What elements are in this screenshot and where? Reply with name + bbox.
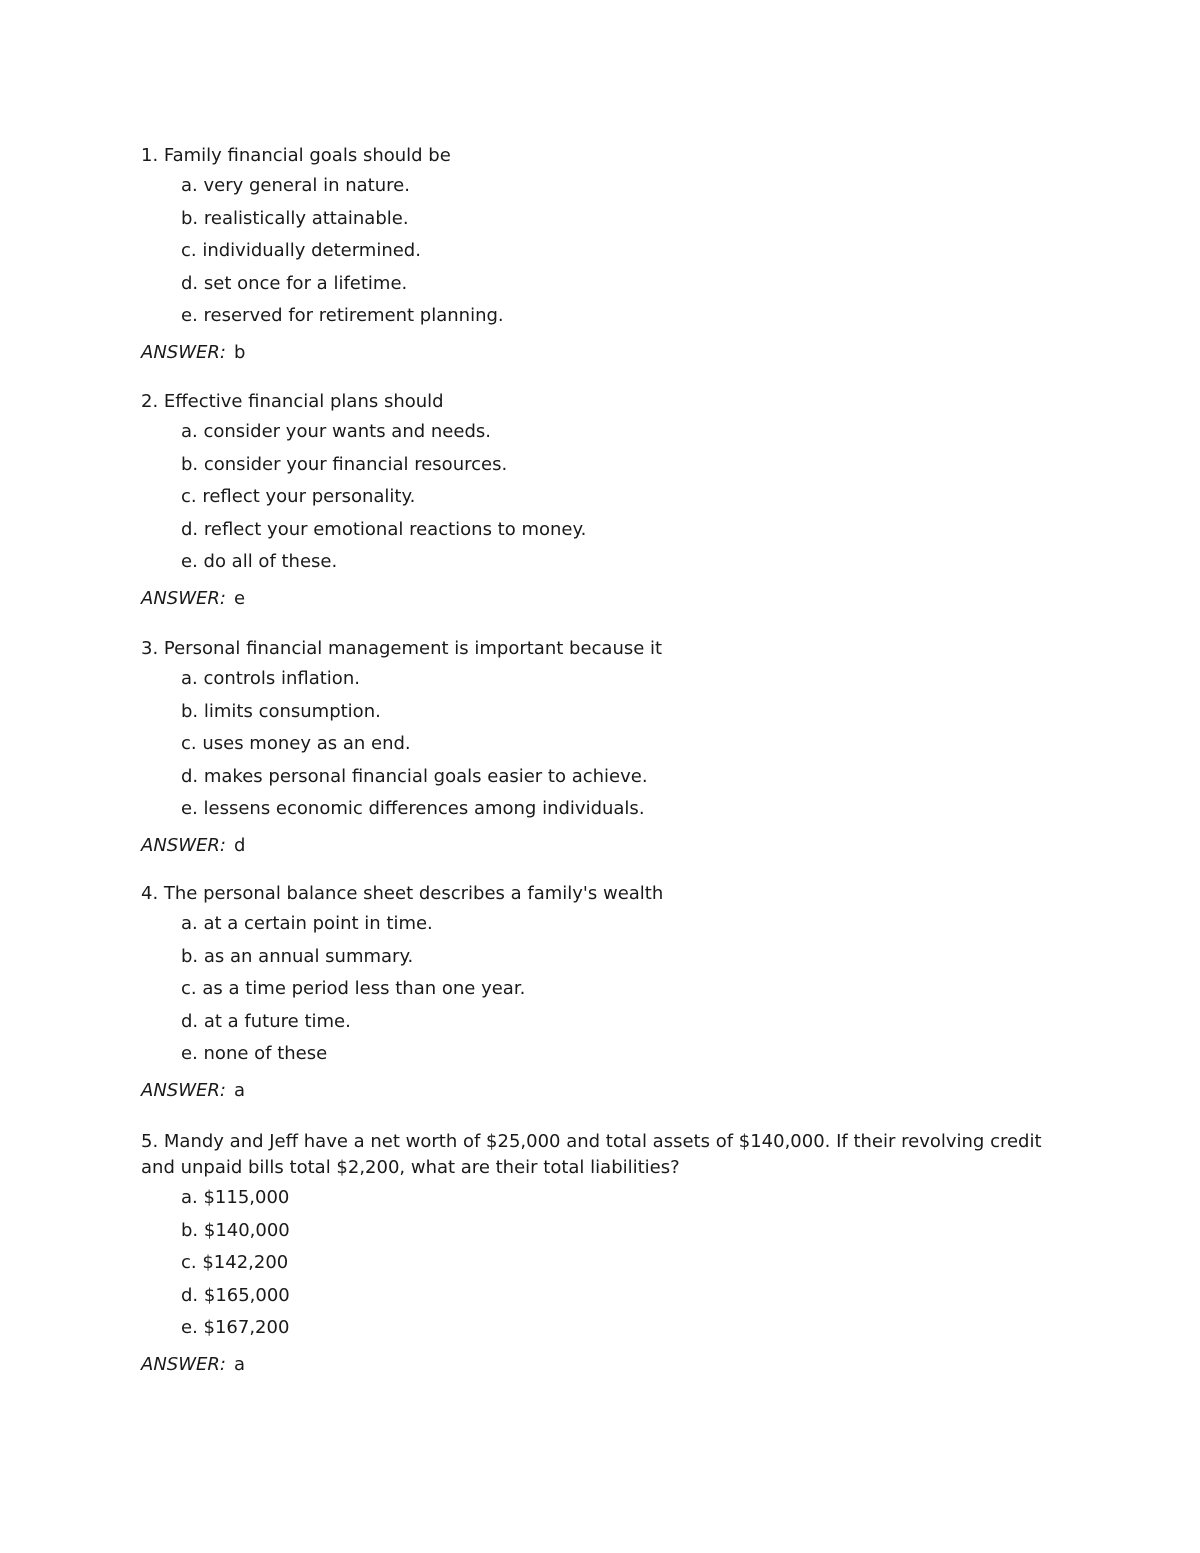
question-3	[141, 636, 1061, 859]
question-stem: 1. Family financial goals should be	[141, 145, 451, 166]
answer-value: b	[233, 341, 246, 363]
question-2	[141, 389, 1061, 612]
answer-label: ANSWER:	[141, 834, 226, 856]
choice-a: a. $115,000	[181, 1187, 290, 1208]
question-stem: 5. Mandy and Jeff have a net worth of $25,000 and total assets of $140,000. If their revolving credit and unpaid bills total $2,200, what are their total liabilities?	[141, 1131, 1042, 1178]
answer-label: ANSWER:	[141, 587, 226, 609]
choice-c: c. $142,200	[181, 1252, 289, 1273]
choice-e: e. lessens economic differences among individuals.	[181, 798, 645, 819]
answer-value: a	[233, 1353, 245, 1375]
choice-b: b. realistically attainable.	[181, 207, 409, 229]
choice-b: b. $140,000	[181, 1219, 290, 1241]
answer-value: e	[233, 587, 246, 609]
answer-label: ANSWER:	[141, 1353, 226, 1375]
answer-value: d	[233, 834, 246, 856]
answer-line	[141, 833, 1061, 859]
choice-e: e. reserved for retirement planning.	[181, 305, 504, 326]
choice-list	[141, 1185, 1061, 1348]
choice-d: d. reflect your emotional reactions to money.	[181, 518, 587, 540]
choice-d: d. makes personal financial goals easier to achieve.	[181, 765, 648, 787]
choice-c: c. as a time period less than one year.	[181, 978, 526, 999]
question-1	[141, 143, 1061, 366]
choice-list	[141, 666, 1061, 829]
choice-e: e. do all of these.	[181, 551, 338, 572]
choice-b: b. consider your financial resources.	[181, 453, 508, 475]
choice-d: d. at a future time.	[181, 1010, 351, 1032]
choice-a: a. controls inflation.	[181, 668, 360, 689]
choice-c: c. reflect your personality.	[181, 486, 416, 507]
question-5	[141, 1129, 1061, 1378]
question-stem: 4. The personal balance sheet describes a family's wealth	[141, 883, 664, 904]
answer-value: a	[233, 1079, 245, 1101]
choice-list	[141, 911, 1061, 1074]
question-stem: 2. Effective financial plans should	[141, 391, 444, 412]
answer-line	[141, 340, 1061, 366]
question-stem: 3. Personal financial management is important because it	[141, 638, 663, 659]
answer-label: ANSWER:	[141, 341, 226, 363]
choice-d: d. set once for a lifetime.	[181, 272, 408, 294]
answer-line	[141, 1078, 1061, 1104]
choice-e: e. none of these	[181, 1043, 328, 1064]
answer-line	[141, 586, 1061, 612]
choice-a: a. consider your wants and needs.	[181, 421, 491, 442]
answer-label: ANSWER:	[141, 1079, 226, 1101]
choice-list	[141, 419, 1061, 582]
choice-b: b. limits consumption.	[181, 700, 381, 722]
answer-line	[141, 1352, 1061, 1378]
choice-c: c. uses money as an end.	[181, 733, 411, 754]
choice-c: c. individually determined.	[181, 240, 421, 261]
question-4	[141, 881, 1061, 1104]
choice-d: d. $165,000	[181, 1284, 290, 1306]
choice-list	[141, 173, 1061, 336]
choice-a: a. at a certain point in time.	[181, 913, 433, 934]
choice-a: a. very general in nature.	[181, 175, 410, 196]
choice-e: e. $167,200	[181, 1317, 290, 1338]
choice-b: b. as an annual summary.	[181, 945, 414, 967]
